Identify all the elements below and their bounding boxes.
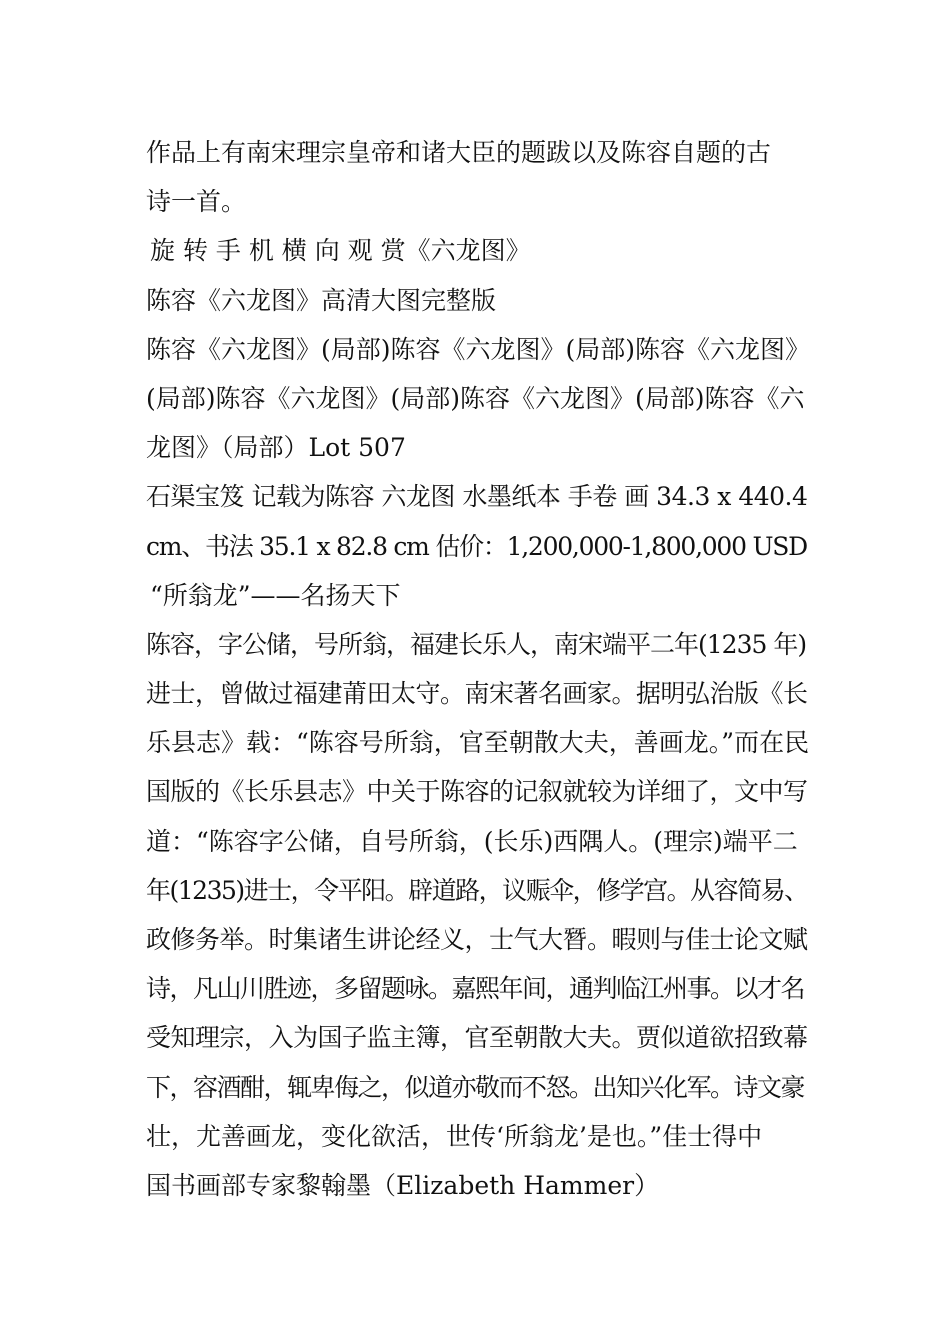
text-line: (局部)陈容《六龙图》(局部)陈容《六龙图》(局部)陈容《六 — [146, 383, 805, 413]
lot-details: 石渠宝笈 记载为陈容 六龙图 水墨纸本 手卷 画 34.3 x 440.4 — [146, 482, 808, 512]
text-line: 道：“陈容字公储，自号所翁，(长乐)西隅人。(理宗)端平二 — [146, 826, 798, 856]
text-line: 诗，凡山川胜迹，多留题咏。嘉熙年间，通判临江州事。以才名 — [146, 974, 805, 1004]
text-line: 作品上有南宋理宗皇帝和诸大臣的题跋以及陈容自题的古 — [146, 138, 772, 167]
text-line: 陈容，字公储，号所翁，福建长乐人，南宋端平二年(1235 年) — [146, 629, 807, 659]
text-line: 年(1235)进士，令平阳。辟道路，议赈伞，修学宫。从容简易、 — [146, 875, 808, 905]
text-line: 政修务举。时集诸生讲论经义，士气大朁。暇则与佳士论文赋 — [146, 925, 808, 954]
text-line: 受知理宗，入为国子监主簿，官至朝散大夫。贾似道欲招致幕 — [146, 1023, 808, 1053]
text-line: 进士，曾做过福建莆田太守。南宋著名画家。据明弘治版《长 — [146, 679, 808, 709]
section-heading: “所翁龙”——名扬天下 — [150, 580, 401, 610]
text-line: 乐县志》载：“陈容号所翁，官至朝散大夫，善画龙。”而在民 — [146, 728, 810, 758]
text-line: 国版的《长乐县志》中关于陈容的记叙就较为详细了，文中写 — [146, 777, 808, 807]
text-line: 诗一首。 — [146, 187, 247, 217]
text-line: 陈容《六龙图》(局部)陈容《六龙图》(局部)陈容《六龙图》 — [146, 334, 811, 364]
lot-estimate: cm、书法 35.1 x 82.8 cm 估价：1,200,000-1,800,000 USD — [146, 531, 807, 561]
rotate-phone-caption: 旋 转 手 机 横 向 观 赏《六龙图》 — [150, 236, 531, 266]
text-line: 国书画部专家黎翰墨（Elizabeth Hammer） — [146, 1170, 660, 1200]
text-line: 壮，尤善画龙，变化欲活，世传‘所翁龙’是也。”佳士得中 — [146, 1121, 763, 1151]
image-caption: 陈容《六龙图》高清大图完整版 — [146, 285, 497, 315]
text-line: 下，容酒酣，辄卑侮之，似道亦敬而不怒。出知兴化军。诗文豪 — [146, 1072, 805, 1102]
document-body — [146, 128, 810, 1210]
text-line: 龙图》（局部）Lot 507 — [146, 433, 406, 463]
